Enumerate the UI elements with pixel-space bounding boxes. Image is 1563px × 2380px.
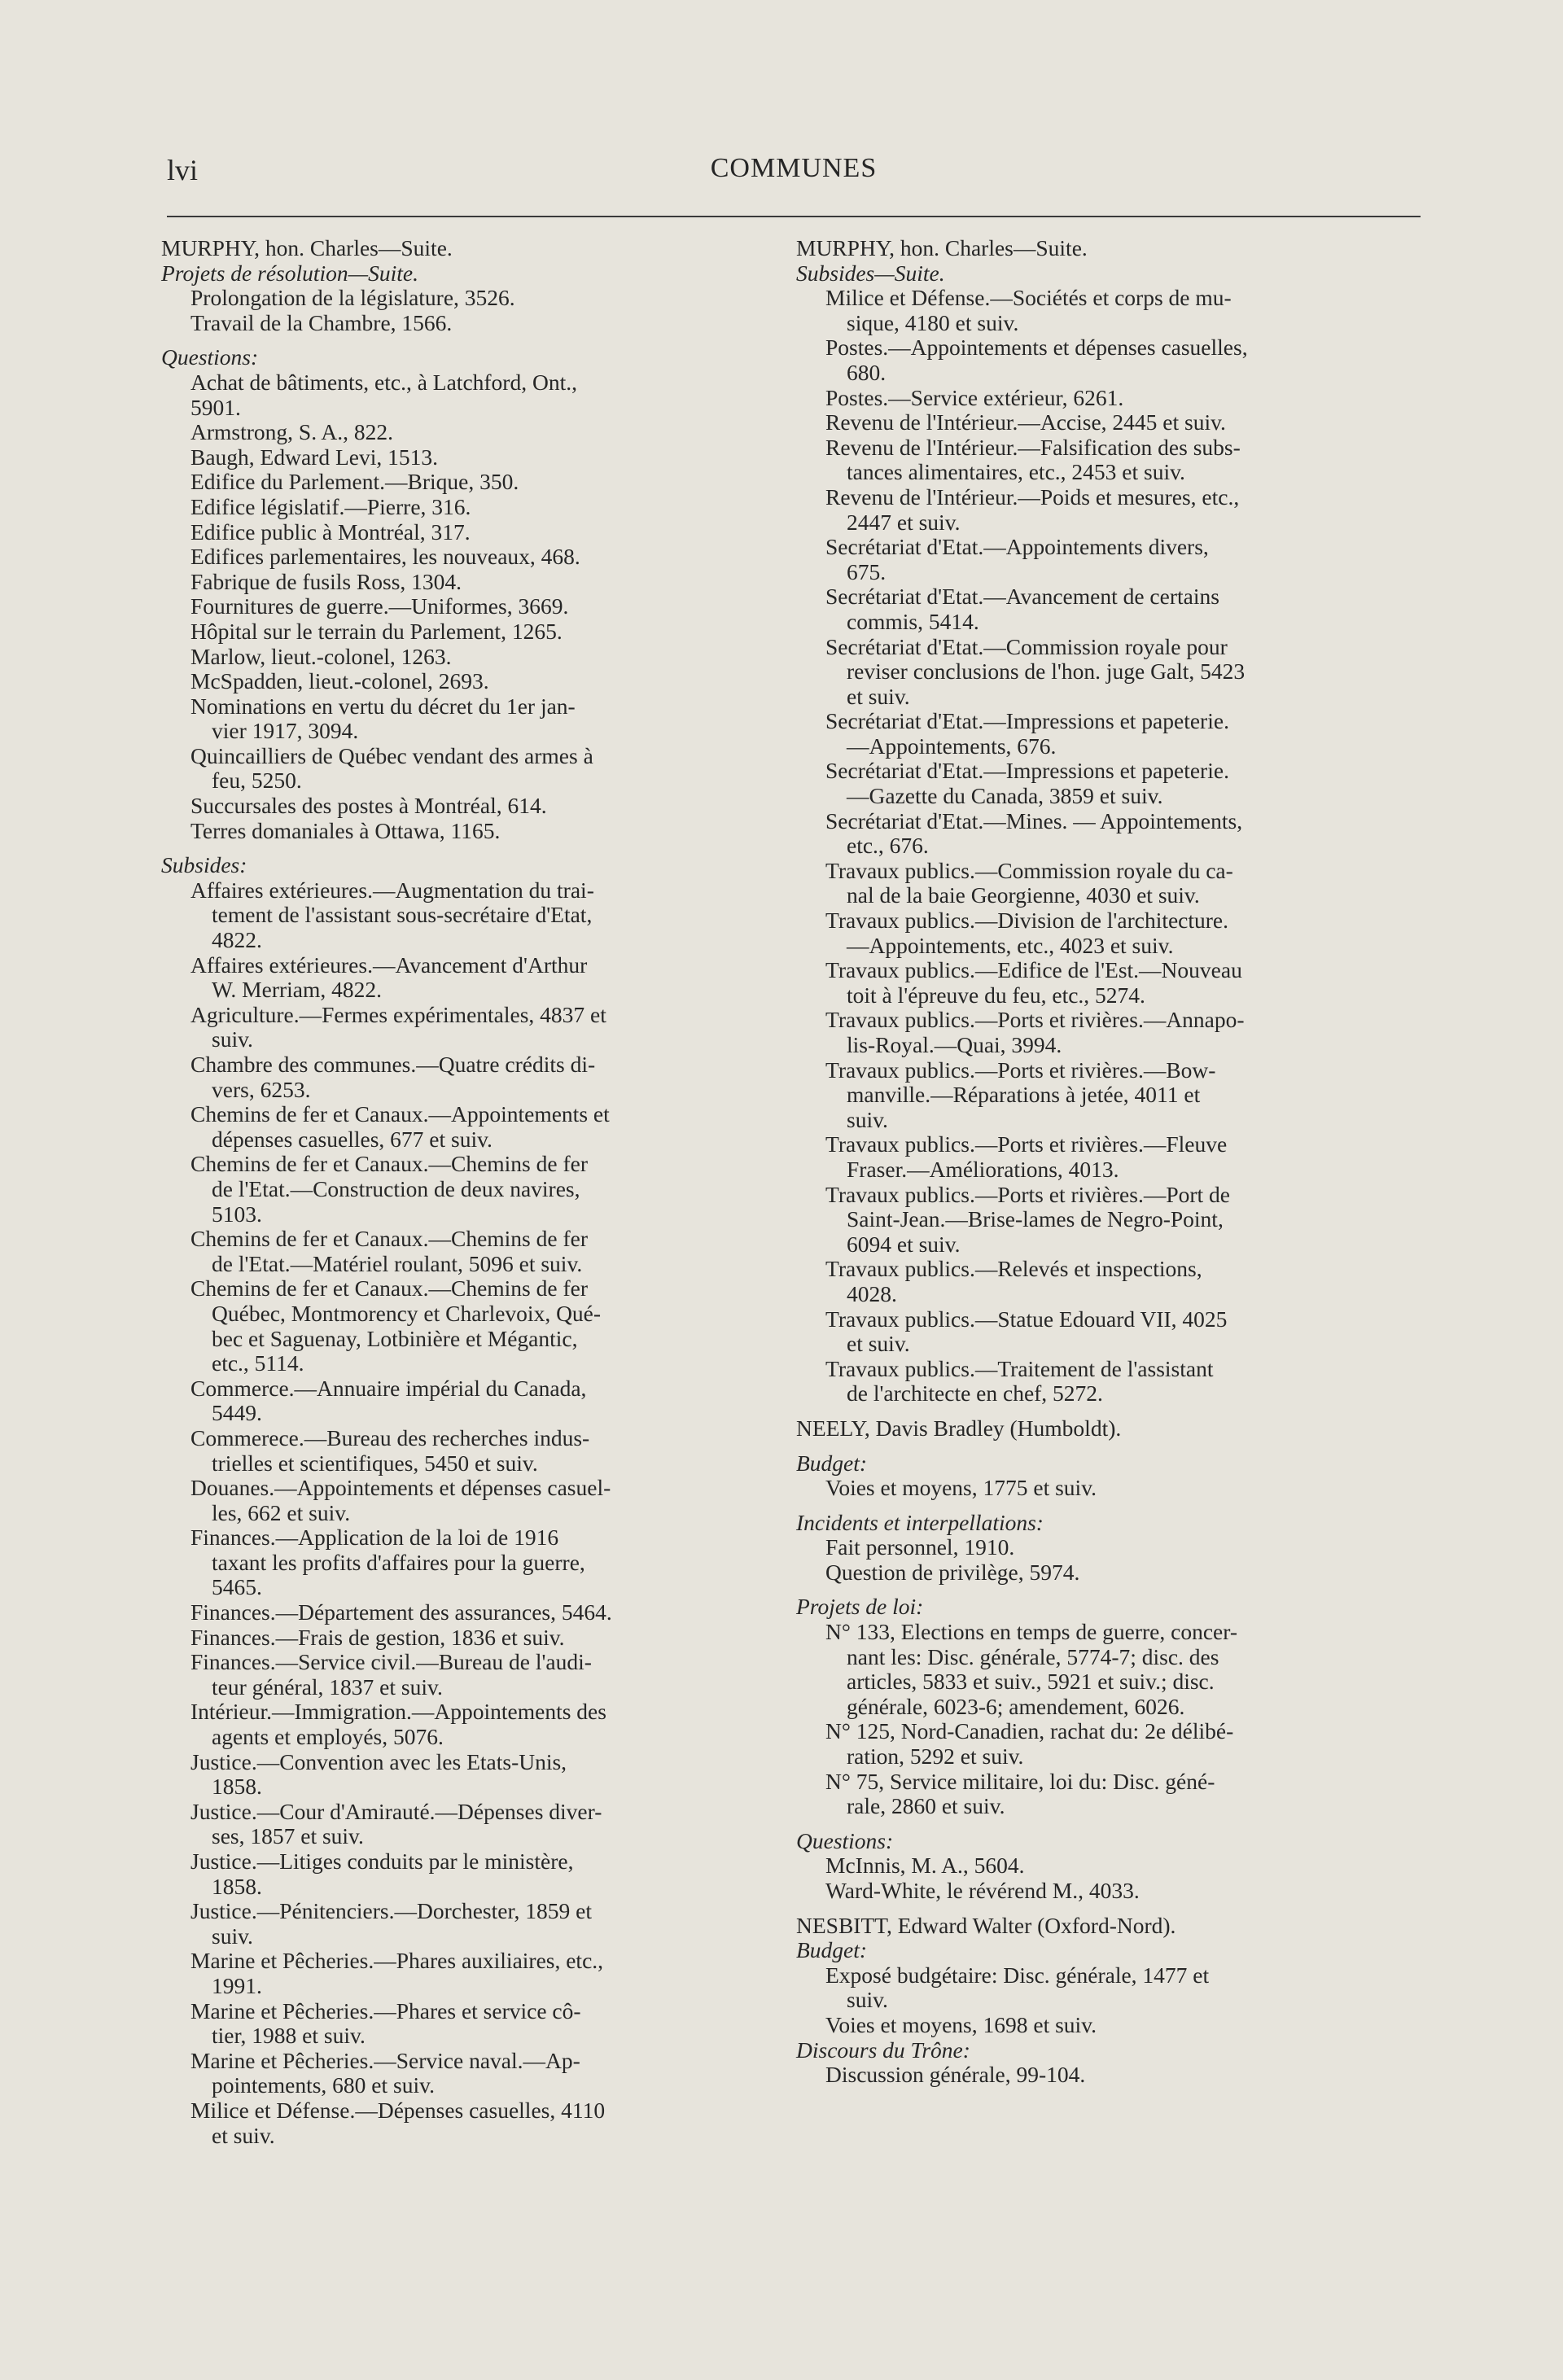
index-entry-line: McSpadden, lieut.-colonel, 2693. [190,668,489,694]
index-entry-line: sique, 4180 et suiv. [847,309,1019,335]
index-entry-line: W. Merriam, 4822. [212,977,383,1003]
index-entry-line: Finances.—Département des assurances, 5464. [190,1599,612,1625]
index-entry-line: Edifices parlementaires, les nouveaux, 468. [190,544,580,570]
section-heading: Projets de résolution—Suite. [161,260,418,286]
index-entry-line: Agriculture.—Fermes expérimentales, 4837 et [190,1001,606,1027]
index-entry-line: Achat de bâtiments, etc., à Latchford, Ont., [190,369,577,395]
index-entry-line: Terres domaniales à Ottawa, 1165. [190,817,501,843]
index-entry-line: taxant les profits d'affaires pour la guerre, [212,1549,585,1575]
index-entry-line: Edifice du Parlement.—Brique, 350. [190,469,519,495]
section-heading: Budget: [796,1937,868,1963]
index-entry-line: 680. [847,359,887,385]
index-entry-line: Douanes.—Appointements et dépenses casuel- [190,1475,611,1501]
index-entry-line: Finances.—Service civil.—Bureau de l'audi- [190,1649,592,1675]
section-heading: Budget: [796,1450,868,1476]
index-column-left [161,236,772,2148]
index-entry-line: feu, 5250. [212,768,302,794]
header-rule [167,216,1421,217]
section-heading: Projets de loi: [796,1594,924,1620]
index-entry-line: N° 75, Service militaire, loi du: Disc. géné- [825,1768,1215,1794]
index-entry-line: tement de l'assistant sous-secrétaire d'Etat, [212,902,593,928]
index-entry-line: vier 1917, 3094. [212,718,359,744]
name-heading: MURPHY, hon. Charles—Suite. [161,235,453,260]
index-entry-line: Prolongation de la législature, 3526. [190,285,515,311]
index-entry-line: 1991. [212,1972,262,1998]
index-entry-line: Finances.—Frais de gestion, 1836 et suiv. [190,1624,565,1650]
index-entry-line: Justice.—Convention avec les Etats-Unis, [190,1748,567,1774]
index-entry-line: commis, 5414. [847,608,979,634]
index-entry-line: reviser conclusions de l'hon. juge Galt, 5423 [847,658,1246,685]
index-entry-line: 5901. [190,394,241,420]
name-heading: MURPHY, hon. Charles—Suite. [796,235,1088,260]
index-entry-line: de l'Etat.—Construction de deux navires, [212,1175,580,1201]
index-entry-line: Chambre des communes.—Quatre crédits di- [190,1052,596,1077]
section-heading: Incidents et interpellations: [796,1509,1044,1535]
index-entry-line: Nominations en vertu du décret du 1er jan- [190,693,576,719]
entry-spacer [161,843,772,853]
index-entry-line: Baugh, Edward Levi, 1513. [190,444,438,470]
index-entry-line: Succursales des postes à Montréal, 614. [190,793,547,819]
index-entry-line: Exposé budgétaire: Disc. générale, 1477 et [825,1962,1210,1988]
index-entry-line: McInnis, M. A., 5604. [825,1853,1025,1879]
index-entry-line: Travail de la Chambre, 1566. [190,309,453,335]
index-entry-line: Québec, Montmorency et Charlevoix, Qué- [212,1300,602,1326]
index-entry-line: Saint-Jean.—Brise-lames de Negro-Point, [847,1206,1224,1232]
page-header [167,147,1421,195]
index-entry-line: Milice et Défense.—Dépenses casuelles, 4110 [190,2097,606,2123]
index-entry-line: 2447 et suiv. [847,509,961,535]
index-entry-line: pointements, 680 et suiv. [212,2072,435,2098]
index-entry-line: Travaux publics.—Statue Edouard VII, 4025 [825,1306,1228,1332]
index-entry-line: Chemins de fer et Canaux.—Chemins de fer [190,1226,588,1252]
index-entry-line: et suiv. [212,2122,275,2148]
index-entry-line: Secrétariat d'Etat.—Impressions et papeterie. [825,758,1229,784]
index-entry-line: Postes.—Service extérieur, 6261. [825,384,1124,410]
index-entry-line: Fabrique de fusils Ross, 1304. [190,568,462,594]
index-entry-line: Milice et Défense.—Sociétés et corps de mu- [825,285,1232,311]
index-entry-line: Quincailliers de Québec vendant des armes à [190,742,593,768]
index-entry-line: —Appointements, 676. [847,733,1057,759]
index-entry-line: agents et employés, 5076. [212,1724,444,1750]
index-entry-line: Revenu de l'Intérieur.—Poids et mesures, etc., [825,483,1240,510]
index-entry-line: dépenses casuelles, 677 et suiv. [212,1126,493,1152]
index-entry-line: etc., 676. [847,833,929,859]
index-entry-line: Finances.—Application de la loi de 1916 [190,1525,559,1551]
index-entry-line: de l'architecte en chef, 5272. [847,1380,1103,1407]
index-entry-line: Marine et Pêcheries.—Phares et service cô- [190,1997,581,2023]
index-entry-line: ration, 5292 et suiv. [847,1743,1024,1770]
index-entry-line: Question de privilège, 5974. [825,1559,1080,1585]
section-heading: Subsides: [161,852,247,878]
index-entry-line: et suiv. [847,683,910,709]
index-entry-line: tier, 1988 et suiv. [212,2023,366,2049]
index-entry-line: Chemins de fer et Canaux.—Chemins de fer [190,1151,588,1177]
index-entry-line: Secrétariat d'Etat.—Impressions et papeterie. [825,708,1229,734]
index-entry-line: Armstrong, S. A., 822. [190,419,394,445]
index-entry-line: Travaux publics.—Ports et rivières.—Bow- [825,1057,1216,1083]
index-entry-line: Marlow, lieut.-colonel, 1263. [190,643,452,669]
index-entry-line: Travaux publics.—Division de l'architecture. [825,908,1229,934]
section-heading: Questions: [161,344,259,370]
page-number: lvi [167,154,199,186]
index-entry-line: suiv. [212,1026,253,1052]
index-entry-line: 5449. [212,1400,262,1426]
index-entry-line: Secrétariat d'Etat.—Avancement de certains [825,584,1219,610]
index-entry-line: nant les: Disc. générale, 5774-7; disc. des [847,1643,1219,1669]
name-heading: NEELY, Davis Bradley (Humboldt). [796,1415,1122,1441]
entry-spacer [796,1904,1407,1914]
index-entry-line: tances alimentaires, etc., 2453 et suiv. [847,459,1185,485]
index-entry-line: Marine et Pêcheries.—Service naval.—Ap- [190,2047,580,2073]
index-entry-line: 5465. [212,1574,262,1600]
index-entry-line: nal de la baie Georgienne, 4030 et suiv. [847,882,1200,908]
index-entry-line: Edifice public à Montréal, 317. [190,518,471,545]
index-entry-line: Chemins de fer et Canaux.—Appointements et [190,1101,610,1127]
index-column-right [796,236,1407,2088]
index-entry-line: Travaux publics.—Ports et rivières.—Fleuve [825,1131,1228,1157]
index-entry-line: 4822. [212,927,262,953]
index-entry-line: N° 125, Nord-Canadien, rachat du: 2e délibé- [825,1718,1234,1744]
index-entry-line: ses, 1857 et suiv. [212,1823,364,1849]
index-entry-line: Intérieur.—Immigration.—Appointements des [190,1699,606,1725]
index-entry-line: Justice.—Litiges conduits par le ministère, [190,1848,574,1874]
index-entry-line: N° 133, Elections en temps de guerre, concer- [825,1619,1238,1645]
index-entry-line: Edifice législatif.—Pierre, 316. [190,493,471,519]
name-heading: NESBITT, Edward Walter (Oxford-Nord). [796,1912,1176,1938]
index-entry-line: 4028. [847,1280,897,1306]
index-entry-line: Travaux publics.—Edifice de l'Est.—Nouveau [825,957,1242,983]
index-entry-line: Affaires extérieures.—Augmentation du trai- [190,877,594,903]
index-entry-line: articles, 5833 et suiv., 5921 et suiv.; disc. [847,1669,1215,1695]
index-entry-line: Revenu de l'Intérieur.—Falsification des subs- [825,434,1241,460]
index-entry-line: —Appointements, etc., 4023 et suiv. [847,932,1174,958]
index-entry-line: Travaux publics.—Commission royale du ca- [825,857,1233,883]
index-entry-line: de l'Etat.—Matériel roulant, 5096 et suiv. [212,1250,583,1276]
index-entry-line: Justice.—Cour d'Amirauté.—Dépenses diver- [190,1798,602,1824]
index-entry-line: teur général, 1837 et suiv. [212,1673,443,1700]
index-entry-line: 1858. [212,1774,262,1800]
index-entry-line: toit à l'épreuve du feu, etc., 5274. [847,982,1145,1008]
index-entry-line: 1858. [212,1873,262,1899]
index-entry-line: Chemins de fer et Canaux.—Chemins de fer [190,1275,588,1302]
index-entry-line: Fournitures de guerre.—Uniformes, 3669. [190,593,569,619]
index-entry-line: Commerce.—Annuaire impérial du Canada, [190,1375,587,1401]
running-title: COMMUNES [710,153,878,183]
index-entry-line: Travaux publics.—Ports et rivières.—Port de [825,1181,1230,1207]
index-entry-line: Discussion générale, 99-104. [825,2062,1086,2088]
index-entry-line: Marine et Pêcheries.—Phares auxiliaires, etc., [190,1948,604,1974]
index-entry-line: générale, 6023-6; amendement, 6026. [847,1693,1185,1719]
index-entry-line: Travaux publics.—Relevés et inspections, [825,1256,1202,1282]
index-entry-line: lis-Royal.—Quai, 3994. [847,1032,1062,1057]
index-entry-line: 6094 et suiv. [847,1231,961,1257]
index-entry-line: Affaires extérieures.—Avancement d'Arthur [190,952,588,978]
index-entry-line: Fait personnel, 1910. [825,1534,1015,1560]
index-entry-line: etc., 5114. [212,1350,304,1376]
index-entry-line: manville.—Réparations à jetée, 4011 et [847,1082,1201,1108]
index-entry-line: Secrétariat d'Etat.—Mines. — Appointements, [825,807,1243,833]
index-entry-line: trielles et scientifiques, 5450 et suiv. [212,1450,538,1476]
index-entry-line: Voies et moyens, 1775 et suiv. [825,1475,1097,1501]
index-entry-line: 5103. [212,1201,262,1227]
index-entry-line: rale, 2860 et suiv. [847,1793,1005,1819]
entry-spacer [796,1501,1407,1511]
index-entry-line: Hôpital sur le terrain du Parlement, 1265. [190,618,563,644]
index-entry-line: Commerece.—Bureau des recherches indus- [190,1424,590,1450]
section-heading: Subsides—Suite. [796,260,945,286]
index-entry-line: 675. [847,558,887,584]
section-heading: Questions: [796,1827,894,1853]
index-entry-line: les, 662 et suiv. [212,1499,351,1525]
index-entry-line: suiv. [212,1923,253,1949]
index-entry-line: et suiv. [847,1331,910,1357]
index-entry-line: Travaux publics.—Traitement de l'assistant [825,1355,1214,1381]
index-entry-line: Revenu de l'Intérieur.—Accise, 2445 et suiv. [825,409,1226,435]
index-entry-line: —Gazette du Canada, 3859 et suiv. [847,783,1163,809]
index-entry-line: bec et Saguenay, Lotbinière et Mégantic, [212,1325,578,1351]
index-entry-line: Justice.—Pénitenciers.—Dorchester, 1859 et [190,1898,592,1924]
section-heading: Discours du Trône: [796,2037,970,2063]
index-entry-line: Secrétariat d'Etat.—Appointements divers, [825,534,1209,560]
index-entry-line: Ward-White, le révérend M., 4033. [825,1878,1140,1903]
index-entry-line: Postes.—Appointements et dépenses casuelles, [825,335,1248,361]
index-entry-line: suiv. [847,1106,888,1132]
entry-spacer [796,1819,1407,1829]
index-entry-line: Travaux publics.—Ports et rivières.—Annapo- [825,1007,1245,1033]
index-entry-line: Secrétariat d'Etat.—Commission royale pour [825,633,1228,659]
index-entry-line: vers, 6253. [212,1076,311,1102]
index-entry-line: Voies et moyens, 1698 et suiv. [825,2011,1097,2037]
index-entry-line: suiv. [847,1987,888,2013]
index-entry-line: Fraser.—Améliorations, 4013. [847,1156,1119,1182]
entry-spacer [796,1442,1407,1451]
